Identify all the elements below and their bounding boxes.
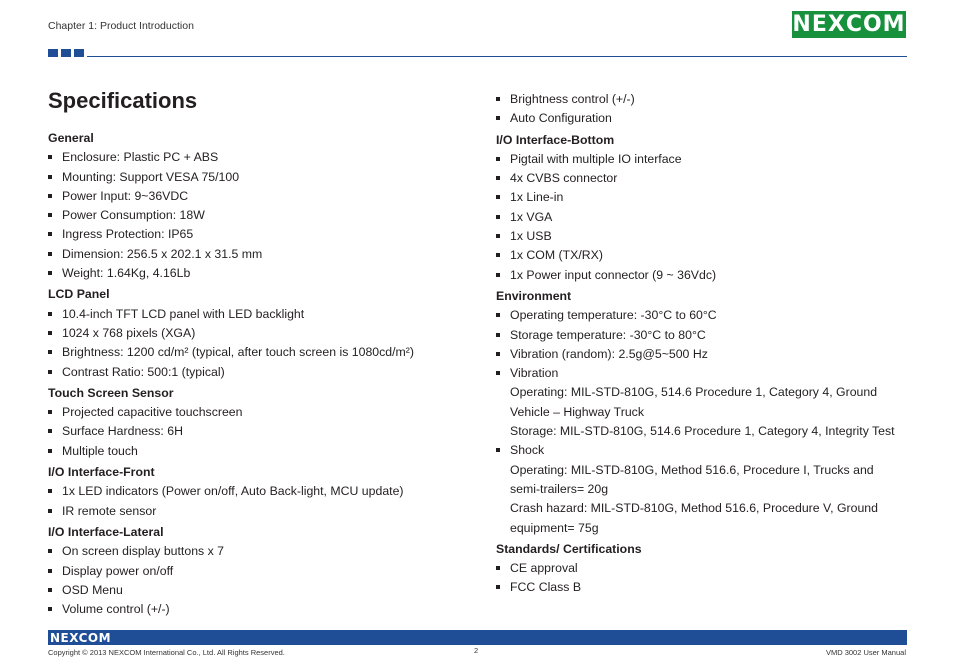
nexcom-logo xyxy=(792,11,906,38)
footer-copyright: Copyright © 2013 NEXCOM International Co., Ltd. All Rights Reserved. xyxy=(48,648,285,657)
section-title-standards: Standards/ Certifications xyxy=(496,541,642,556)
list-subitem: Operating: MIL-STD-810G, Method 516.6, Procedure I, Trucks and xyxy=(510,462,874,477)
list-item: Surface Hardness: 6H xyxy=(48,422,468,441)
section-title-general: General xyxy=(48,131,94,145)
list-standards xyxy=(496,559,916,598)
list-item: 1x Line-in xyxy=(496,188,916,207)
list-item: On screen display buttons x 7 xyxy=(48,542,468,561)
logo-text-right: COM xyxy=(845,12,906,37)
list-item: OSD Menu xyxy=(48,581,468,600)
list-general xyxy=(48,148,468,283)
list-io-lateral xyxy=(48,542,468,619)
list-item: 1x LED indicators (Power on/off, Auto Back-light, MCU update) xyxy=(48,482,468,501)
header-squares-decoration xyxy=(48,49,84,57)
list-item: Contrast Ratio: 500:1 (typical) xyxy=(48,363,468,382)
logo-text-right: COM xyxy=(78,631,112,645)
list-item: Auto Configuration xyxy=(496,109,916,128)
list-item: Projected capacitive touchscreen xyxy=(48,403,468,422)
page-title: Specifications xyxy=(48,88,198,113)
list-item: 1x USB xyxy=(496,227,916,246)
list-item: Shock xyxy=(496,441,916,460)
list-subitem: Vehicle – Highway Truck xyxy=(510,404,644,419)
list-item: Brightness: 1200 cd/m² (typical, after touch screen is 1080cd/m²) xyxy=(48,343,468,362)
list-item: Vibration (random): 2.5g@5~500 Hz xyxy=(496,345,916,364)
list-item: Brightness control (+/-) xyxy=(496,90,916,109)
list-io-front xyxy=(48,482,468,521)
list-item: Storage temperature: -30°C to 80°C xyxy=(496,326,916,345)
section-title-environment: Environment xyxy=(496,288,572,303)
list-item: 1x VGA xyxy=(496,208,916,227)
section-title-io-bottom: I/O Interface-Bottom xyxy=(496,132,615,147)
list-subitem: Storage: MIL-STD-810G, 514.6 Procedure 1, Category 4, Integrity Test xyxy=(510,424,895,439)
logo-text-left: NE xyxy=(792,12,828,37)
list-item: Operating temperature: -30°C to 60°C xyxy=(496,306,916,325)
left-column xyxy=(48,128,468,621)
list-item: Mounting: Support VESA 75/100 xyxy=(48,168,468,187)
list-subitem: equipment= 75g xyxy=(510,520,599,535)
list-item: FCC Class B xyxy=(496,578,916,597)
list-touch-screen xyxy=(48,403,468,461)
list-lcd-panel xyxy=(48,305,468,382)
list-item: Weight: 1.64Kg, 4.16Lb xyxy=(48,264,468,283)
list-item: Power Consumption: 18W xyxy=(48,206,468,225)
chapter-heading: Chapter 1: Product Introduction xyxy=(48,20,194,32)
list-item: 10.4-inch TFT LCD panel with LED backlight xyxy=(48,305,468,324)
list-io-lateral-continued xyxy=(496,90,916,129)
list-item: Dimension: 256.5 x 202.1 x 31.5 mm xyxy=(48,245,468,264)
page-number: 2 xyxy=(474,646,479,655)
footer-manual-name: VMD 3002 User Manual xyxy=(825,648,906,657)
list-environment xyxy=(496,306,916,538)
list-item: Ingress Protection: IP65 xyxy=(48,225,468,244)
list-item: 1x Power input connector (9 ~ 36Vdc) xyxy=(496,266,916,285)
list-item: 1x COM (TX/RX) xyxy=(496,246,916,265)
list-item: 1024 x 768 pixels (XGA) xyxy=(48,324,468,343)
section-title-touch-screen: Touch Screen Sensor xyxy=(48,385,174,400)
list-io-bottom xyxy=(496,150,916,285)
list-subitem: Crash hazard: MIL-STD-810G, Method 516.6, Procedure V, Ground xyxy=(510,501,878,516)
logo-text-left: NE xyxy=(50,631,70,645)
list-item: Vibration xyxy=(496,364,916,383)
section-title-io-lateral: I/O Interface-Lateral xyxy=(48,524,164,539)
logo-text-x: X xyxy=(827,12,846,37)
list-item: CE approval xyxy=(496,559,916,578)
footer-nexcom-logo xyxy=(50,631,111,645)
list-item: Enclosure: Plastic PC + ABS xyxy=(48,148,468,167)
list-subitem: Operating: MIL-STD-810G, 514.6 Procedure 1, Category 4, Ground xyxy=(510,385,878,400)
list-item: Multiple touch xyxy=(48,442,468,461)
list-item: Volume control (+/-) xyxy=(48,600,468,619)
header-rule xyxy=(87,56,907,57)
list-item: Pigtail with multiple IO interface xyxy=(496,150,916,169)
logo-text-x: X xyxy=(69,631,79,645)
list-item: Power Input: 9~36VDC xyxy=(48,187,468,206)
list-item: IR remote sensor xyxy=(48,502,468,521)
list-subitem: semi-trailers= 20g xyxy=(510,481,609,496)
footer-bar xyxy=(48,630,907,645)
list-item: Display power on/off xyxy=(48,562,468,581)
list-item: 4x CVBS connector xyxy=(496,169,916,188)
section-title-io-front: I/O Interface-Front xyxy=(48,465,155,480)
right-column xyxy=(496,90,916,600)
section-title-lcd-panel: LCD Panel xyxy=(48,287,110,302)
